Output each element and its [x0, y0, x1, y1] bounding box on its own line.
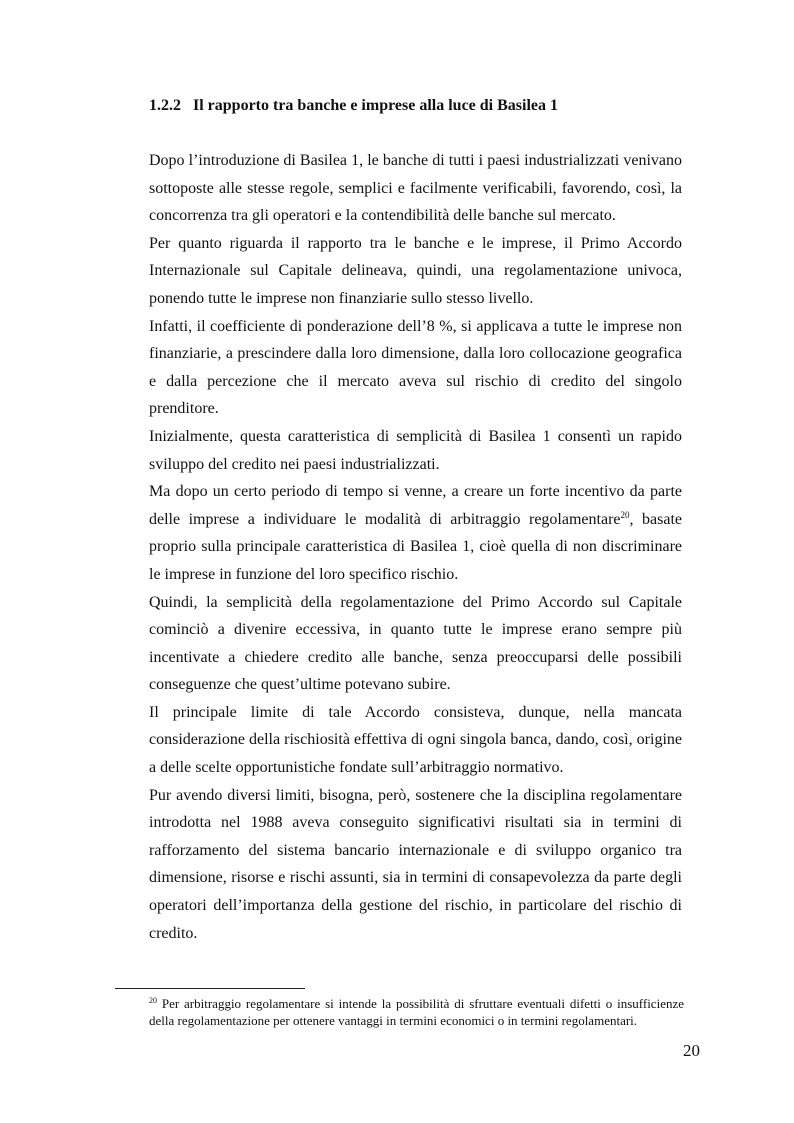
paragraph-with-footnote	[149, 478, 682, 588]
body-text	[149, 147, 682, 947]
paragraph: Per quanto riguarda il rapporto tra le banche e le imprese, il Primo Accordo Internazionale sul Capitale delineava, quindi, una regolamentazione univoca, ponendo tutte le imprese non finanziarie sullo stesso livello.	[149, 234, 682, 307]
footnote-marker: 20	[149, 996, 157, 1005]
paragraph: Inizialmente, questa caratteristica di semplicità di Basilea 1 consentì un rapido sviluppo del credito nei paesi industrializzati.	[149, 427, 682, 473]
section-title: Il rapporto tra banche e imprese alla luce di Basilea 1	[193, 97, 559, 114]
paragraph: Pur avendo diversi limiti, bisogna, però, sostenere che la disciplina regolamentare introdotta nel 1988 aveva conseguito significativi risultati sia in termini di rafforzamento del sistema bancario internazionale e di sviluppo organico tra dimensione, risorse e rischi assunti, sia in termini di consapevolezza da parte degli operatori dell’importanza della gestione del rischio, in particolare del rischio di credito.	[149, 786, 682, 942]
section-number: 1.2.2	[149, 97, 181, 114]
paragraph: Quindi, la semplicità della regolamentazione del Primo Accordo sul Capitale cominciò a divenire eccessiva, in quanto tutte le imprese erano sempre più incentivate a chiedere credito alle banche, senza preoccuparsi delle possibili conseguenze che quest’ultime potevano subire.	[149, 593, 682, 694]
footnote-reference[interactable]: 20	[620, 509, 630, 520]
footnote-divider	[115, 988, 305, 989]
paragraph: Il principale limite di tale Accordo consisteva, dunque, nella mancata considerazione della rischiosità effettiva di ogni singola banca, dando, così, origine a delle scelte opportunistiche fondate sull’arbitraggio normativo.	[149, 703, 682, 777]
footnote-text: Per arbitraggio regolamentare si intende la possibilità di sfruttare eventuali difetti o insufficienze della regolamentazione per ottenere vantaggi in termini economici o in termini regolamentari.	[149, 996, 684, 1028]
section-heading	[149, 95, 689, 117]
page-number: 20	[683, 1041, 700, 1060]
paragraph: Infatti, il coefficiente di ponderazione dell’8 %, si applicava a tutte le imprese non finanziarie, a prescindere dalla loro dimensione, dalla loro collocazione geografica e dalla percezione che il mercato aveva sul rischio di credito del singolo prenditore.	[149, 317, 682, 418]
paragraph: Dopo l’introduzione di Basilea 1, le banche di tutti i paesi industrializzati venivano sottoposte alle stesse regole, semplici e facilmente verificabili, favorendo, così, la concorrenza tra gli operatori e la contendibilità delle banche sul mercato.	[149, 152, 682, 225]
paragraph-text-after-note: , basate proprio sulla principale caratteristica di Basilea 1, cioè quella di non discriminare le imprese in funzione del loro specifico rischio.	[149, 510, 682, 583]
paragraph-text-before-note: Ma dopo un certo periodo di tempo si venne, a creare un forte incentivo da parte delle imprese a individuare le modalità di arbitraggio regolamentare	[149, 483, 682, 528]
footnote	[149, 995, 684, 1029]
